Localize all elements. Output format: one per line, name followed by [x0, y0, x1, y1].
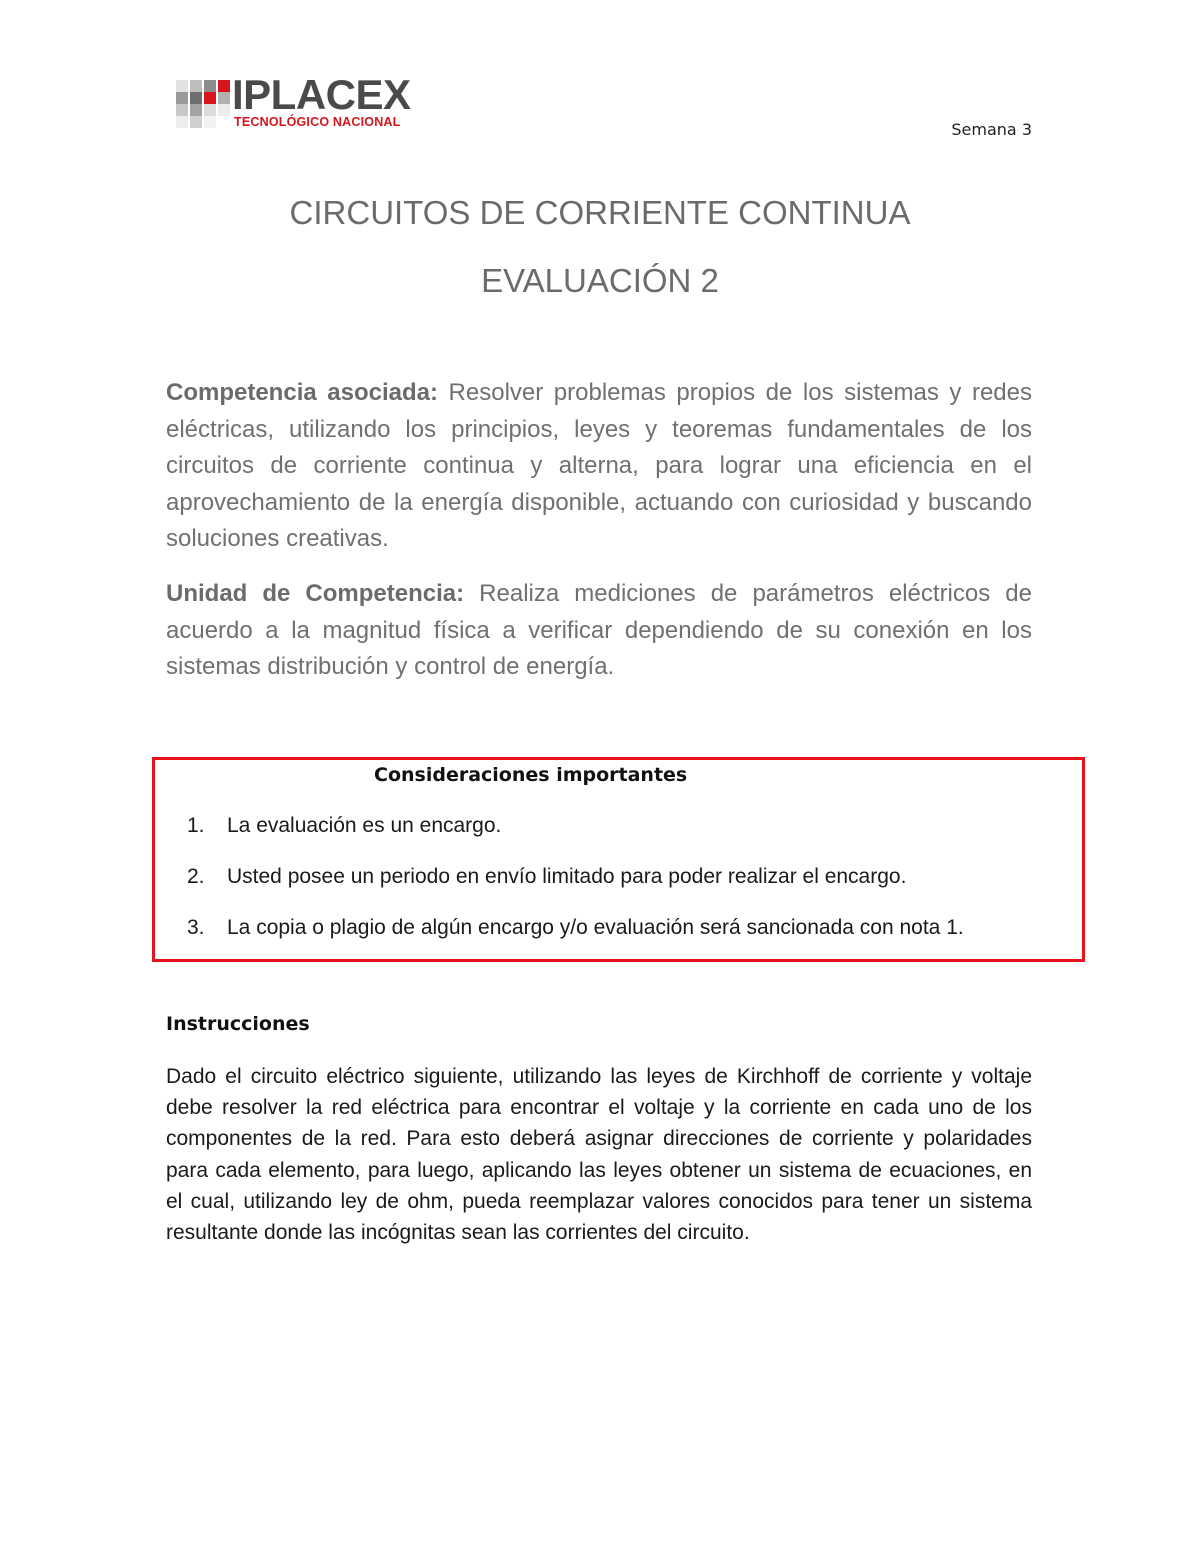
instructions-paragraph: Dado el circuito eléctrico siguiente, utilizando las leyes de Kirchhoff de corriente y voltaje debe resolver la red eléctrica para encontrar el voltaje y la corriente en cada uno de los componentes de la red. Para esto deberá asignar direcciones de corriente y polaridades para cada elemento, para luego, aplicando las leyes obtener un sistema de ecuaciones, en el cual, utilizando ley de ohm, pueda reemplazar valores conocidos para tener un sistema resultante donde las incógnitas sean las corrientes del circuito. [166, 1065, 1032, 1245]
competencia-paragraph [166, 375, 1032, 558]
list-item [187, 812, 964, 863]
instructions-heading: Instrucciones [166, 1013, 310, 1035]
list-item [187, 914, 964, 965]
list-item [187, 863, 964, 914]
considerations-list [187, 812, 964, 965]
list-item-text: Usted posee un periodo en envío limitado para poder realizar el encargo. [227, 865, 907, 888]
logo-subtitle: TECNOLÓGICO NACIONAL [234, 115, 401, 129]
document-title: CIRCUITOS DE CORRIENTE CONTINUA [289, 194, 911, 231]
considerations-box [152, 757, 1085, 962]
unidad-label: Unidad de Competencia: [166, 580, 465, 607]
document-subtitle: EVALUACIÓN 2 [481, 262, 719, 299]
list-item-text: La copia o plagio de algún encargo y/o evaluación será sancionada con nota 1. [227, 916, 964, 939]
week-label: Semana 3 [951, 120, 1032, 139]
list-item-number: 1. [187, 814, 205, 837]
competencia-text: Resolver problemas propios de los sistemas y redes eléctricas, utilizando los principios, leyes y teoremas fundamentales de los circuitos de corriente continua y alterna, para lograr una eficiencia en el aprovechamiento de la energía disponible, actuando con curiosidad y buscando soluciones creativas. [166, 379, 1032, 552]
unidad-paragraph [166, 576, 1032, 686]
logo-wordmark: IPLACEX [232, 71, 411, 118]
iplacex-logo [176, 71, 426, 132]
logo-squares-icon [176, 80, 230, 128]
considerations-title: Consideraciones importantes [374, 764, 688, 786]
competencia-label: Competencia asociada: [166, 379, 438, 406]
list-item-number: 2. [187, 865, 205, 888]
unidad-text: Realiza mediciones de parámetros eléctricos de acuerdo a la magnitud física a verificar dependiendo de su conexión en los sistemas distribución y control de energía. [166, 580, 1032, 680]
list-item-number: 3. [187, 916, 205, 939]
list-item-text: La evaluación es un encargo. [227, 814, 502, 837]
